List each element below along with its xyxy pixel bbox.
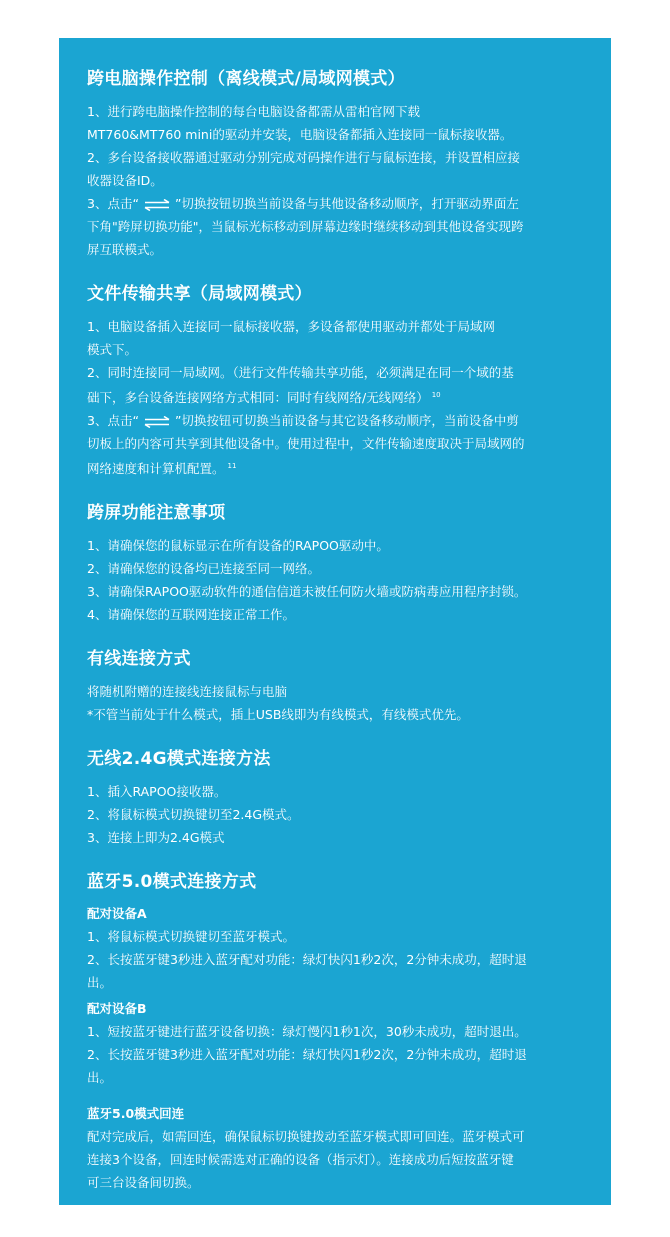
section-title: 跨电脑操作控制（离线模式/局域网模式）	[87, 69, 405, 89]
text-fragment: 3、点击“	[87, 413, 139, 429]
text-fragment: ”切换按钮切换当前设备与其他设备移动顺序，打开驱动界面左	[174, 196, 519, 211]
text-line	[87, 455, 589, 480]
text-line: 2、将鼠标模式切换键切至2.4G模式。	[87, 807, 300, 823]
text-line: 3、连接上即为2.4G模式	[87, 830, 225, 846]
text-line: 1、请确保您的鼠标显示在所有设备的RAPOO驱动中。	[87, 538, 389, 554]
text-line: 连接3个设备，回连时候需选对正确的设备（指示灯）。连接成功后短按蓝牙键	[87, 1152, 514, 1168]
section-title: 无线2.4G模式连接方法	[87, 749, 271, 770]
text-fragment: 网络速度和计算机配置。	[87, 461, 225, 477]
text-line: 3、请确保RAPOO驱动软件的通信信道未被任何防火墙或防病毒应用程序封锁。	[87, 584, 527, 600]
section-title: 蓝牙5.0模式连接方式	[87, 872, 257, 893]
text-line: 屏互联模式。	[87, 242, 163, 257]
text-line: 1、将鼠标模式切换键切至蓝牙模式。	[87, 929, 295, 945]
text-line: *不管当前处于什么模式，插上USB线即为有线模式，有线模式优先。	[87, 707, 469, 723]
text-line: 2、长按蓝牙键3秒进入蓝牙配对功能：绿灯快闪1秒2次，2分钟未成功，超时退	[87, 1047, 527, 1063]
section-wired-connection	[87, 648, 589, 726]
text-line	[87, 192, 589, 215]
text-line	[87, 384, 589, 409]
subsection-title: 配对设备B	[87, 1001, 147, 1017]
double-arrow-switch-icon	[142, 199, 172, 211]
section-title: 文件传输共享（局域网模式）	[87, 284, 312, 304]
text-line: 2、长按蓝牙键3秒进入蓝牙配对功能：绿灯快闪1秒2次，2分钟未成功，超时退	[87, 952, 527, 968]
double-arrow-switch-icon	[142, 416, 172, 428]
text-fragment: 础下，多台设备连接网络方式相同：同时有线网络/无线网络）	[87, 390, 429, 406]
text-line: 配对完成后，如需回连，确保鼠标切换键拨动至蓝牙模式即可回连。蓝牙模式可	[87, 1129, 525, 1145]
section-cross-computer-control	[87, 68, 589, 261]
footnote-ref: 10	[431, 391, 441, 399]
text-line: 可三台设备间切换。	[87, 1175, 200, 1191]
text-line: 2、多台设备接收器通过驱动分别完成对码操作进行与鼠标连接，并设置相应接	[87, 150, 520, 165]
text-line: 模式下。	[87, 342, 138, 357]
manual-panel	[59, 38, 611, 1205]
text-line: 1、电脑设备插入连接同一鼠标接收器，多设备都使用驱动并都处于局域网	[87, 319, 495, 334]
text-line: 1、进行跨电脑操作控制的每台电脑设备都需从雷柏官网下载	[87, 104, 420, 119]
section-title: 跨屏功能注意事项	[87, 503, 226, 524]
section-file-transfer	[87, 283, 589, 480]
text-line: 4、请确保您的互联网连接正常工作。	[87, 607, 295, 623]
text-line: 切板上的内容可共享到其他设备中。使用过程中，文件传输速度取决于局域网的	[87, 436, 525, 452]
text-line: 2、请确保您的设备均已连接至同一网络。	[87, 561, 320, 577]
text-line: 2、同时连接同一局域网。（进行文件传输共享功能，必须满足在同一个域的基	[87, 365, 514, 380]
text-line: MT760&MT760 mini的驱动并安装，电脑设备都插入连接同一鼠标接收器。	[87, 127, 513, 142]
text-line: 1、短按蓝牙键进行蓝牙设备切换：绿灯慢闪1秒1次，30秒未成功，超时退出。	[87, 1024, 527, 1040]
text-line: 将随机附赠的连接线连接鼠标与电脑	[87, 684, 288, 700]
text-fragment: ”切换按钮可切换当前设备与其它设备移动顺序，当前设备中剪	[174, 413, 519, 429]
text-line: 下角"跨屏切换功能"，当鼠标光标移动到屏幕边缘时继续移动到其他设备实现跨	[87, 219, 524, 234]
section-title: 有线连接方式	[87, 649, 191, 670]
footnote-ref: 11	[227, 462, 237, 471]
text-line: 收器设备ID。	[87, 173, 163, 188]
subsection-title: 配对设备A	[87, 906, 147, 922]
section-wireless-24g	[87, 748, 589, 849]
text-line	[87, 409, 589, 432]
section-cross-screen-notes	[87, 502, 589, 626]
text-line: 出。	[87, 975, 113, 991]
section-bluetooth	[87, 871, 589, 1194]
text-line: 出。	[87, 1070, 113, 1086]
text-line: 1、插入RAPOO接收器。	[87, 784, 227, 800]
subsection-title: 蓝牙5.0模式回连	[87, 1106, 185, 1122]
text-fragment: 3、点击“	[87, 196, 139, 211]
